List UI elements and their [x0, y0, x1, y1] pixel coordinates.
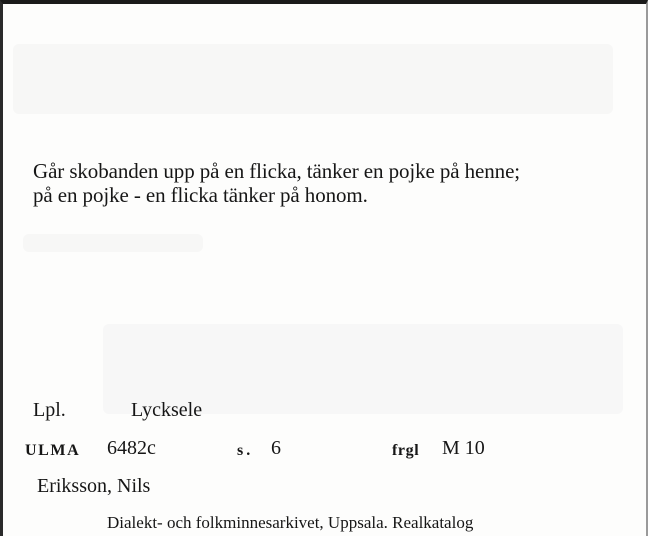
ulma-value: 6482c: [107, 437, 156, 459]
show-through-ghost-text: [13, 44, 613, 114]
frgl-value: M 10: [442, 437, 485, 459]
record-text-line-1: Går skobanden upp på en flicka, tänker en pojke på henne;: [33, 159, 521, 183]
show-through-ghost-text: [23, 234, 203, 252]
record-text-line-2: på en pojke - en flicka tänker på honom.: [33, 183, 368, 207]
informant-name: Eriksson, Nils: [37, 475, 151, 497]
archive-footer: Dialekt- och folkminnesarkivet, Uppsala. Realkatalog: [107, 513, 474, 532]
ulma-label: ULMA: [25, 442, 81, 459]
frgl-label: frgl: [392, 442, 420, 459]
page-value: 6: [271, 437, 281, 459]
parish-value: Lycksele: [131, 399, 203, 421]
page-label: s.: [237, 442, 254, 459]
parish-label: Lpl.: [33, 399, 66, 421]
